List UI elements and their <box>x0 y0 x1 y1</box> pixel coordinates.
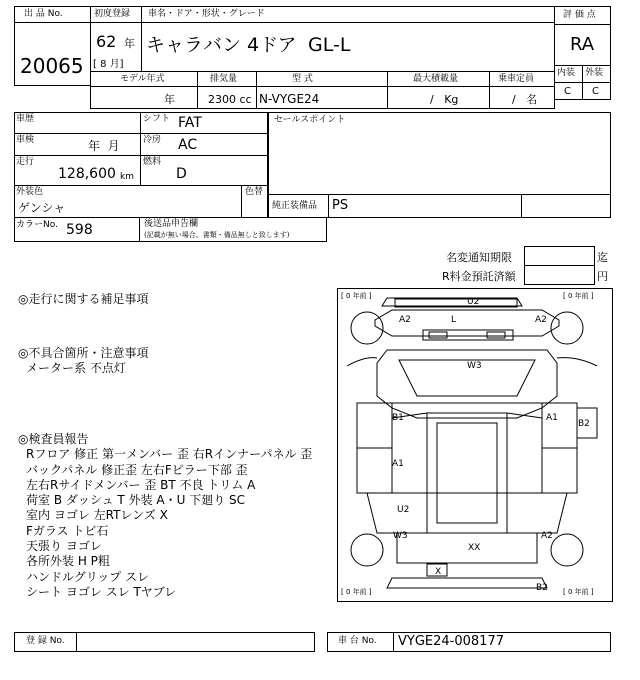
damage-front-bumper: U2 <box>467 297 480 307</box>
chassis-label: 車 台 No. <box>338 636 377 646</box>
damage-left-u2: U2 <box>397 505 410 515</box>
exterior-label: 外装 <box>585 68 604 78</box>
damage-front-right: A2 <box>535 315 547 325</box>
first-reg-label: 初度登録 <box>94 9 131 19</box>
shift-value: FAT <box>178 115 202 131</box>
inspector-line: 室内 ヨゴレ 左RTレンズ X <box>26 508 168 523</box>
displacement-value: 2300 cc <box>208 93 252 106</box>
damage-rear-b2: B2 <box>536 583 548 593</box>
first-reg-month: [ 8 月] <box>93 59 124 70</box>
max-load-label: 最大積載量 <box>413 74 459 84</box>
recycle-unit: 円 <box>597 270 608 283</box>
damage-right-a1: A1 <box>546 413 558 423</box>
repaint-label: 色替 <box>245 187 264 197</box>
damage-left-a1: A1 <box>392 459 404 469</box>
shift-label: シフト <box>143 114 171 124</box>
inspector-section <box>18 432 312 600</box>
genuine-value: PS <box>332 198 349 213</box>
inspection-value: 年 月 <box>88 139 120 153</box>
sales-point-label: セールスポイント <box>274 115 346 125</box>
defects-heading: ◎不具合箇所・注意事項 <box>18 346 149 360</box>
name-change-field[interactable] <box>524 246 595 266</box>
damage-front-l: L <box>451 315 457 325</box>
damage-front-left: A2 <box>399 315 411 325</box>
declaration-label: 後送品申告欄 <box>144 219 199 229</box>
driving-notes-heading: ◎走行に関する補足事項 <box>18 292 149 306</box>
inspector-line: 左右Rサイドメンバー 歪 BT 不良 トリム A <box>26 477 256 492</box>
inspector-line: 各所外装 H P粗 <box>26 554 110 569</box>
inspector-line: 天張り ヨゴレ <box>26 539 102 554</box>
corner-note-bl: [ 0 年前 ] <box>341 588 372 596</box>
history-label: 車歴 <box>16 114 35 124</box>
corner-note-br: [ 0 年前 ] <box>563 588 594 596</box>
mileage-label: 走行 <box>16 157 35 167</box>
reg-no-label: 登 録 No. <box>26 636 65 646</box>
defect-line: メーター系 不点灯 <box>26 361 126 376</box>
lot-number: 20065 <box>20 54 84 78</box>
color-label: 外装色 <box>16 187 44 197</box>
color-no-value: 598 <box>66 222 93 238</box>
inspector-line: 荷室 B ダッシュ T 外装 A・U 下廻り SC <box>26 493 246 508</box>
notes-section <box>18 292 148 307</box>
lot-label: 出 品 No. <box>24 9 63 19</box>
color-no-label: カラーNo. <box>16 220 58 230</box>
genuine-label: 純正装備品 <box>272 201 318 211</box>
vehicle-grade: GL-L <box>308 34 351 56</box>
mileage-value: 128,600 <box>58 166 116 182</box>
ac-value: AC <box>178 137 198 153</box>
genuine-equipment-box <box>268 194 611 218</box>
damage-rear-x: X <box>435 567 442 577</box>
damage-rear-xx: XX <box>468 543 481 553</box>
inspection-label: 車検 <box>16 135 35 145</box>
vehicle-damage-diagram <box>337 288 613 602</box>
damage-roof: W3 <box>467 361 482 371</box>
displacement-label: 排気量 <box>210 74 238 84</box>
recycle-field[interactable] <box>524 265 595 285</box>
chassis-value: VYGE24-008177 <box>398 634 504 649</box>
damage-right-a2: A2 <box>541 531 553 541</box>
declaration-note: (記載が無い場合、書類・備品無しと致します) <box>144 231 290 239</box>
fuel-label: 燃料 <box>143 157 162 167</box>
damage-left-w3: W3 <box>393 531 408 541</box>
exterior-grade: C <box>592 86 599 97</box>
damage-right-b2: B2 <box>578 419 590 429</box>
fuel-value: D <box>176 166 187 182</box>
damage-left-b1: B1 <box>392 413 404 423</box>
defects-section <box>18 346 148 377</box>
color-value: ゲンシャ <box>18 201 66 215</box>
recycle-label: R料金預託済額 <box>442 270 516 283</box>
ac-label: 冷房 <box>143 135 162 145</box>
rating-label: 評 価 点 <box>563 10 596 20</box>
model-year-value: 年 <box>164 93 175 106</box>
inspector-line: バックパネル 修正歪 左右Fピラー下部 歪 <box>26 462 248 477</box>
inspector-heading: ◎検査員報告 <box>18 432 89 446</box>
interior-grade: C <box>564 86 571 97</box>
first-reg-year: 62 <box>96 32 117 51</box>
inspector-line: Rフロア 修正 第一メンバー 歪 右Rインナーパネル 歪 <box>26 447 313 462</box>
inspector-line: ハンドルグリップ スレ <box>26 569 150 584</box>
capacity-label: 乗車定員 <box>498 74 535 84</box>
type-label: 型 式 <box>292 74 313 84</box>
first-reg-year-unit: 年 <box>124 37 135 50</box>
corner-note-tr: [ 0 年前 ] <box>563 292 594 300</box>
name-change-unit: 迄 <box>597 251 608 264</box>
mileage-unit: km <box>120 172 134 182</box>
interior-label: 内装 <box>557 68 576 78</box>
type-value: N-VYGE24 <box>259 92 320 106</box>
vehicle-name: キャラバン 4ドア <box>146 34 297 56</box>
model-year-label: モデル年式 <box>120 74 165 84</box>
corner-note-tl: [ 0 年前 ] <box>341 292 372 300</box>
inspector-line: Fガラス トビ石 <box>26 523 109 538</box>
vehicle-label: 車名・ドア・形状・グレード <box>148 9 265 19</box>
name-change-label: 名変通知期限 <box>446 251 512 264</box>
rating-value: RA <box>570 34 595 55</box>
inspector-line: シート ヨゴレ スレ Tヤブレ <box>26 584 177 599</box>
capacity-value: / 名 <box>512 93 538 106</box>
max-load-value: / Kg <box>430 93 459 106</box>
